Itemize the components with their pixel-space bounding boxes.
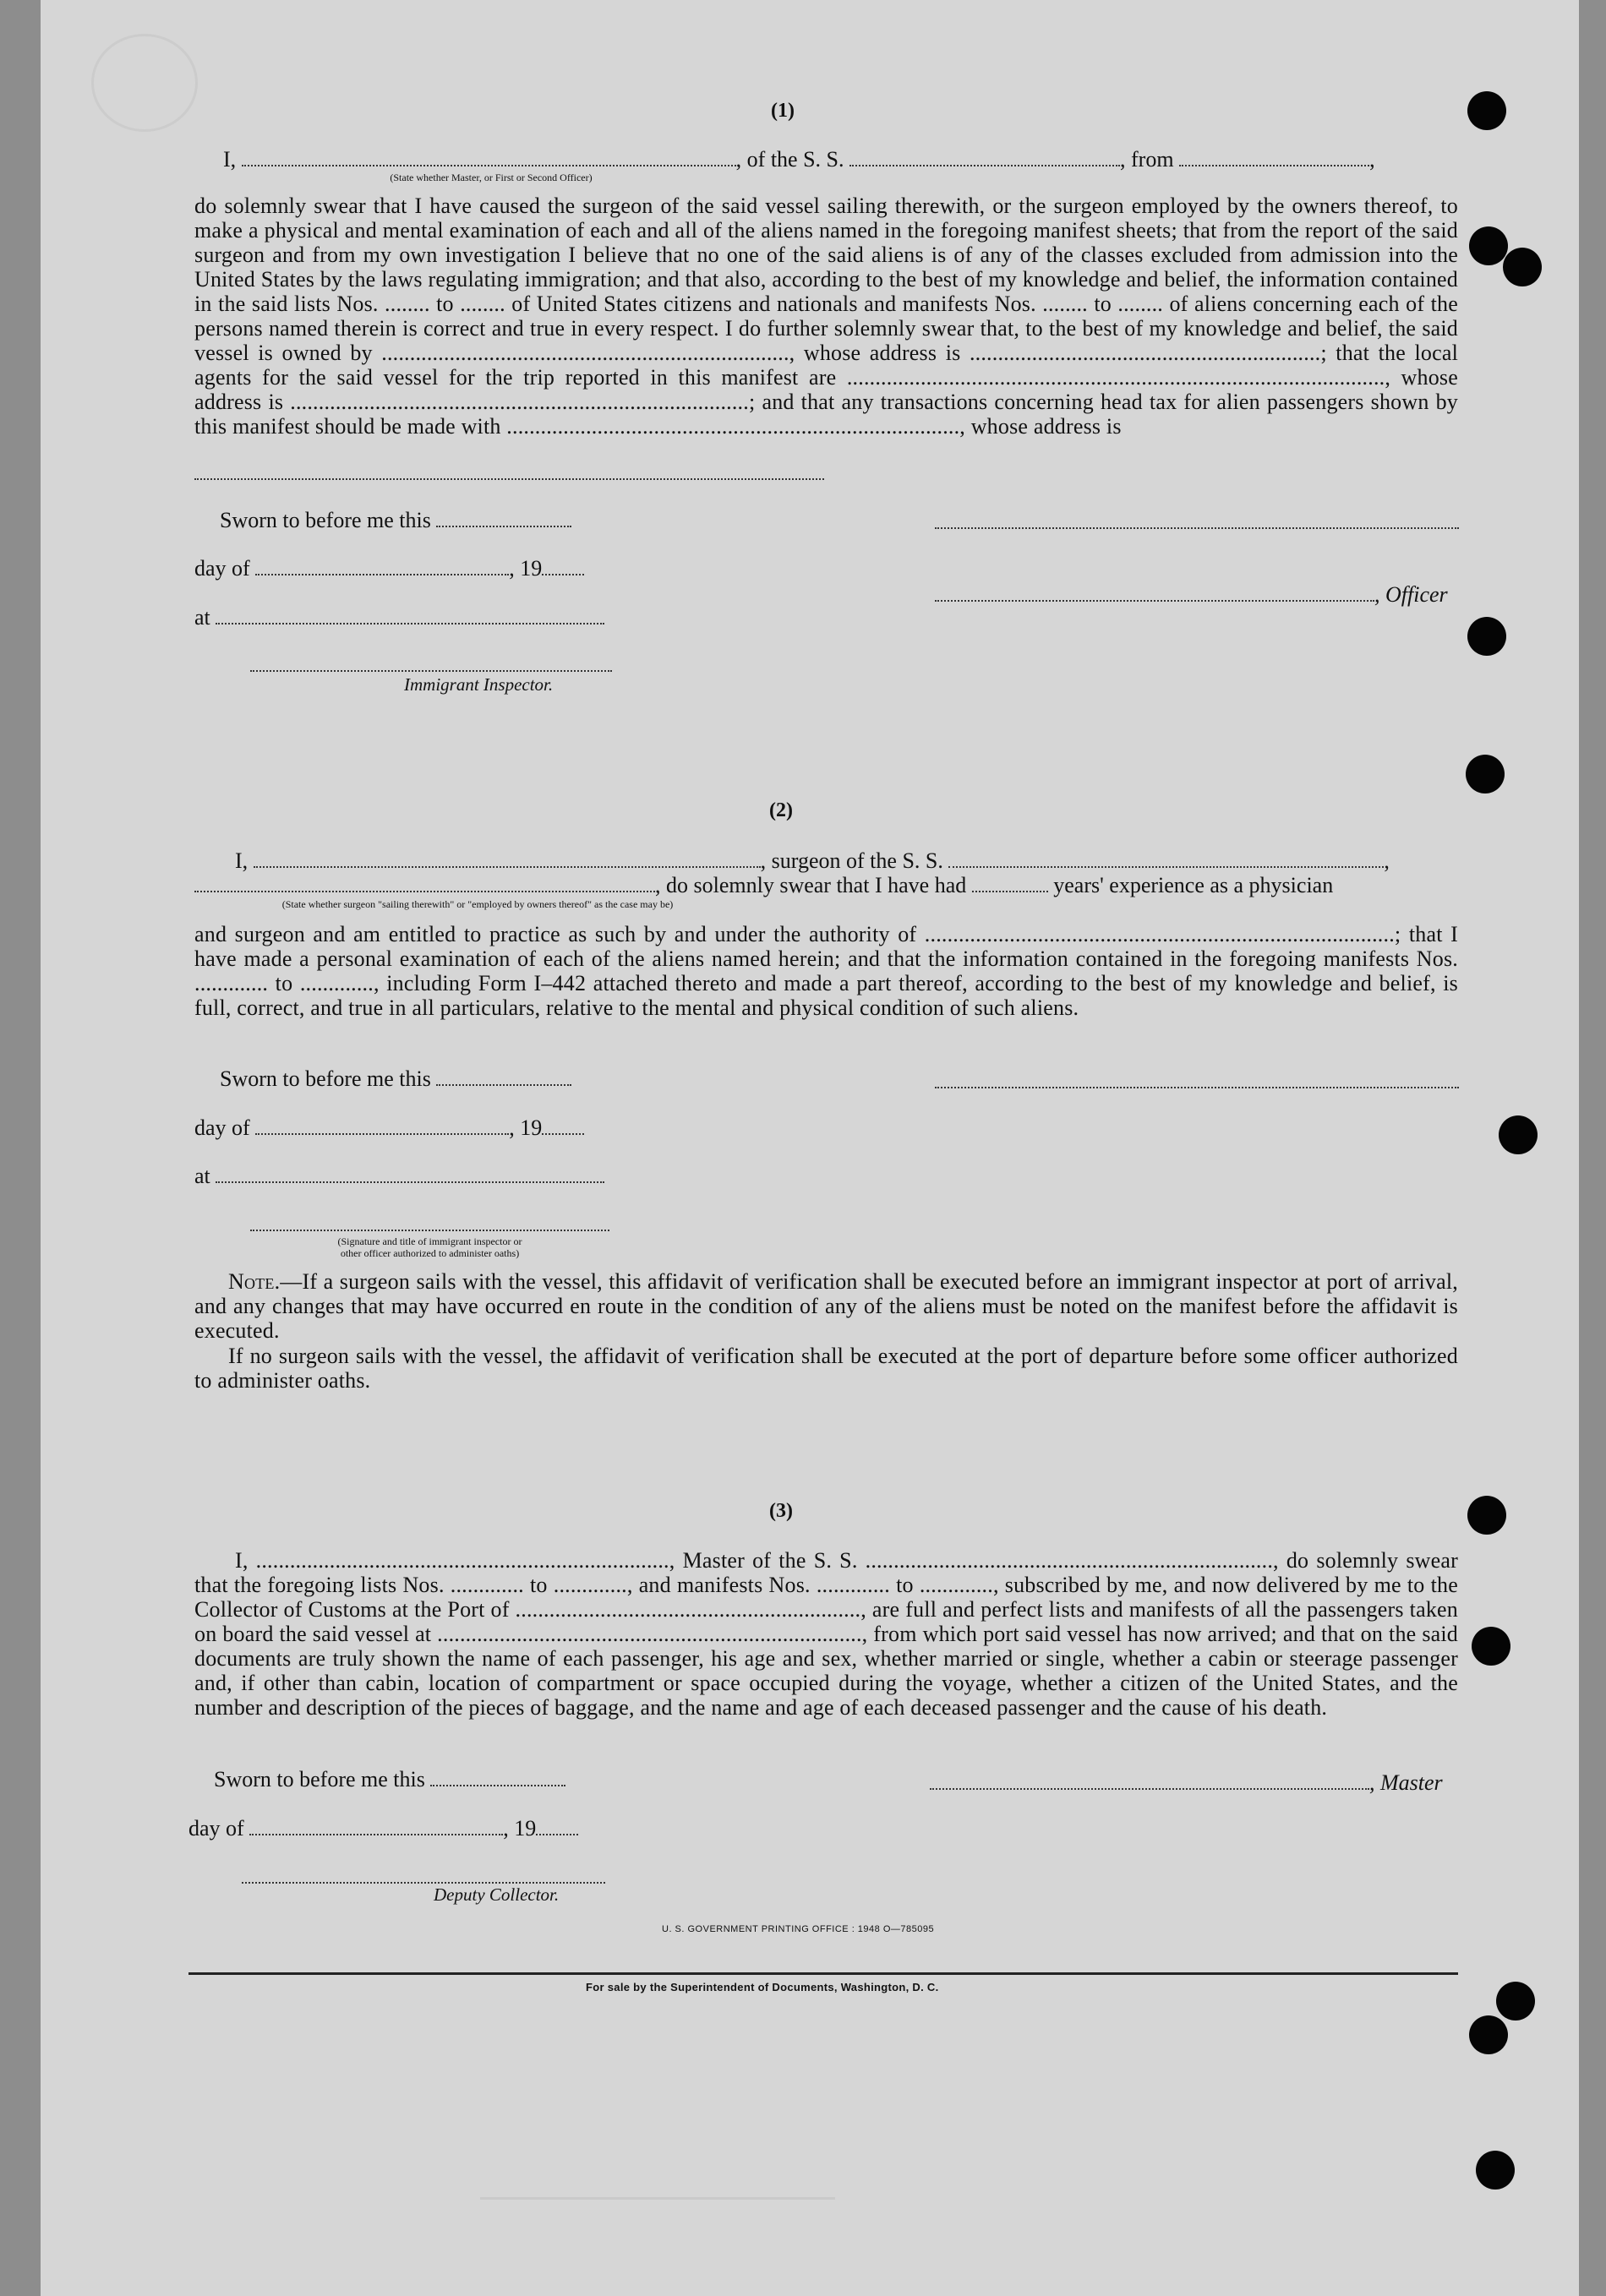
section-1-first-line: I, , of the S. S. , from , xyxy=(223,147,1375,172)
surgeon-caption: (State whether surgeon "sailing therewith" or "employed by owners thereof" as the case may be) xyxy=(281,898,674,910)
sworn-line: Sworn to before me this xyxy=(220,508,571,533)
from-blank xyxy=(1179,150,1369,166)
at-line: at xyxy=(194,605,604,630)
vessel-blank xyxy=(849,150,1120,166)
punch-hole xyxy=(1467,91,1506,130)
rank-caption: (State whether Master, or First or Second Officer) xyxy=(390,172,593,183)
inspector-title: Immigrant Inspector. xyxy=(404,674,554,695)
punch-hole xyxy=(1499,1115,1538,1154)
officer-signature-blank xyxy=(935,527,1459,529)
punch-hole xyxy=(1496,1982,1535,2021)
signature-caption-1: (Signature and title of immigrant inspector or xyxy=(337,1235,522,1247)
document-page xyxy=(41,0,1579,2296)
at-line: at xyxy=(194,1164,604,1189)
punch-hole xyxy=(1467,1496,1506,1535)
day-of-line: day of , 19 xyxy=(194,1115,584,1141)
sworn-line: Sworn to before me this xyxy=(214,1767,565,1792)
day-of-line: day of , 19 xyxy=(188,1816,578,1841)
collector-title: Deputy Collector. xyxy=(434,1884,560,1905)
rank-blank xyxy=(242,150,736,166)
years-blank xyxy=(972,875,1048,892)
faint-handwriting-mark xyxy=(480,2163,835,2200)
master-line: , Master xyxy=(930,1770,1443,1796)
officer-line: , Officer xyxy=(935,582,1448,608)
surgeon-name-blank xyxy=(254,851,761,868)
section-2-first-line: I, , surgeon of the S. S. , xyxy=(235,848,1390,873)
punch-hole xyxy=(1466,755,1505,794)
inspector-signature-blank xyxy=(250,1230,609,1231)
punch-hole xyxy=(1469,226,1508,265)
punch-hole xyxy=(1467,617,1506,656)
punch-hole xyxy=(1503,248,1542,286)
surgeon-signature-blank xyxy=(935,1087,1459,1088)
sworn-line: Sworn to before me this xyxy=(220,1066,571,1092)
signature-caption-2: other officer authorized to administer oaths) xyxy=(340,1247,520,1259)
section-3-heading: (3) xyxy=(769,1500,793,1522)
inspector-signature-blank xyxy=(250,670,612,672)
section-1-body: do solemnly swear that I have caused the surgeon of the said vessel sailing therewith, or the surgeon employed by the owners thereof, to make a physical and mental examination of each and all of the aliens named in the foregoing manifest sheets; that from the report of the said surgeon and from my own investigation I believe that no one of the said aliens is of any of the classes excluded from admission into the United States by the laws regulating immigration; and that also, according to the best of my knowledge and belief, the information contained in the said lists Nos. ........ to ........ of United States citizens and nationals and manifests Nos. ........ to ........ of aliens concerning each of the persons named therein is correct and true in every respect. I do further solemnly swear that, to the best of my knowledge and belief, the said vessel is owned by ........................................................................, whose address is ..............................................................; that the local agents for the said vessel for the trip reported in this manifest are ..............................................................................................., whose address is .................................................................................; and that any transactions concerning head tax for alien passengers shown by this manifest should be made with ................................................................................, whose address is xyxy=(194,194,1458,439)
address-blank xyxy=(194,478,824,480)
punch-hole xyxy=(1476,2151,1515,2190)
note-paragraph-2: If no surgeon sails with the vessel, the affidavit of verification shall be executed at the port of departure before some officer authorized to administer oaths. xyxy=(194,1344,1458,1393)
section-2-body: and surgeon and am entitled to practice as such by and under the authority of ...................................................................................; that I have made a personal examination of each of the aliens named herein; and that the information contained in the foregoing manifests Nos. ............. to ............., including Form I–442 attached thereto and made a part thereof, according to the best of my knowledge and belief, is full, correct, and true in all particulars, relative to the mental and physical condition of such aliens. xyxy=(194,922,1458,1020)
day-of-line: day of , 19 xyxy=(194,556,584,581)
section-1-heading: (1) xyxy=(771,100,795,122)
for-sale-line: For sale by the Superintendent of Documents, Washington, D. C. xyxy=(586,1981,939,1993)
note-label: Note. xyxy=(228,1269,281,1294)
section-2-heading: (2) xyxy=(769,799,793,821)
vessel-blank xyxy=(948,851,1384,868)
footer-rule xyxy=(188,1972,1458,1975)
faint-stamp-mark xyxy=(91,34,198,132)
section-3-body: I, ........................................................................., Master of the S. S. ........................................................................, do solemnly swear that the foregoing lists Nos. ............. to ............., and manifests Nos. ............. to ............., subscribed by me, and now delivered by me to the Collector of Customs at the Port of ............................................................., are full and perfect lists and manifests of all the passengers taken on board the said vessel at ..........................................................................., from which port said vessel has now arrived; and that on the said documents are truly shown the name of each passenger, his age and sex, whether married or single, whether a cabin or steerage passenger and, if other than cabin, location of compartment or space occupied during the voyage, whether a citizen of the United States, and the number and description of the pieces of baggage, and the name and age of each deceased passenger and the cause of his death. xyxy=(194,1548,1458,1720)
section-2-second-line: , do solemnly swear that I have had years' experience as a physician xyxy=(194,873,1333,898)
punch-hole xyxy=(1472,1627,1510,1666)
punch-hole xyxy=(1469,2015,1508,2054)
printing-office-line: U. S. GOVERNMENT PRINTING OFFICE : 1948 O—785095 xyxy=(662,1924,935,1934)
collector-signature-blank xyxy=(242,1882,605,1884)
note-paragraph: Note.—If a surgeon sails with the vessel, this affidavit of verification shall be executed before an immigrant inspector at port of arrival, and any changes that may have occurred en route in the condition of any of the aliens must be noted on the manifest before the affidavit is executed. xyxy=(194,1269,1458,1343)
